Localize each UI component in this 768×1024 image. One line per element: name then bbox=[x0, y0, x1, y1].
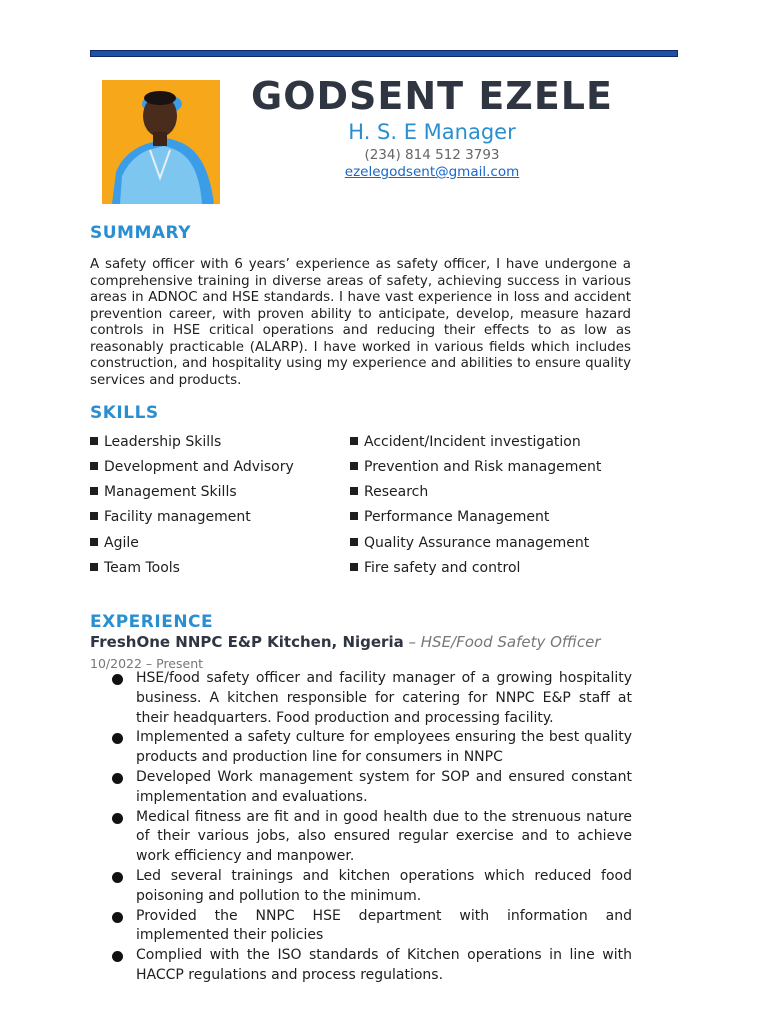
list-item: Complied with the ISO standards of Kitchen operations in line with HACCP regulations and process regulations. bbox=[110, 946, 632, 986]
skill-item: Research bbox=[350, 484, 428, 500]
job-role: HSE/Food Safety Officer bbox=[420, 633, 601, 651]
list-item: Implemented a safety culture for employees ensuring the best quality products and production line for consumers in NNPC bbox=[110, 728, 632, 768]
bullet-square-icon bbox=[350, 462, 358, 470]
bullet-square-icon bbox=[350, 512, 358, 520]
bullet-dot-icon bbox=[112, 813, 123, 824]
job-header bbox=[90, 633, 601, 651]
skill-item: Facility management bbox=[90, 509, 251, 525]
bullet-square-icon bbox=[90, 487, 98, 495]
job-separator: – bbox=[403, 633, 421, 651]
bullet-dot-icon bbox=[112, 773, 123, 784]
skills-heading: SKILLS bbox=[90, 403, 159, 423]
skill-item: Accident/Incident investigation bbox=[350, 434, 581, 450]
candidate-name: GODSENT EZELE bbox=[251, 74, 613, 118]
summary-heading: SUMMARY bbox=[90, 223, 192, 243]
skill-item: Agile bbox=[90, 535, 139, 551]
summary-text: A safety officer with 6 years’ experience as safety officer, I have undergone a comprehensive training in diverse areas of safety, achieving success in various areas in ADNOC and HSE standards. I have vast experience in loss and accident prevention career, with proven ability to anticipate, develop, measure hazard controls in HSE critical operations and reducing their effects to as low as reasonably practicable (ALARP). I have worked in various fields which includes construction, and hospitality using my experience and abilities to ensure quality services and products. bbox=[90, 257, 631, 388]
email-link[interactable]: ezelegodsent@gmail.com bbox=[344, 164, 520, 180]
skill-item: Fire safety and control bbox=[350, 560, 520, 576]
bullet-dot-icon bbox=[112, 733, 123, 744]
list-item: Developed Work management system for SOP and ensured constant implementation and evaluations. bbox=[110, 768, 632, 808]
bullet-square-icon bbox=[90, 462, 98, 470]
job-company: FreshOne NNPC E&P Kitchen, Nigeria bbox=[90, 633, 404, 651]
bullet-square-icon bbox=[350, 437, 358, 445]
candidate-title: H. S. E Manager bbox=[348, 120, 516, 144]
skill-item: Team Tools bbox=[90, 560, 180, 576]
bullet-square-icon bbox=[350, 563, 358, 571]
bullet-dot-icon bbox=[112, 951, 123, 962]
skill-item: Management Skills bbox=[90, 484, 237, 500]
list-item: Provided the NNPC HSE department with information and implemented their policies bbox=[110, 907, 632, 947]
experience-heading: EXPERIENCE bbox=[90, 612, 214, 632]
skill-item: Development and Advisory bbox=[90, 459, 294, 475]
job-bullets bbox=[110, 669, 632, 986]
bullet-dot-icon bbox=[112, 872, 123, 883]
skill-item: Performance Management bbox=[350, 509, 549, 525]
list-item: Led several trainings and kitchen operations which reduced food poisoning and pollution to the minimum. bbox=[110, 867, 632, 907]
list-item: HSE/food safety officer and facility manager of a growing hospitality business. A kitchen responsible for catering for NNPC E&P staff at their headquarters. Food production and processing facility. bbox=[110, 669, 632, 728]
bullet-square-icon bbox=[90, 563, 98, 571]
bullet-square-icon bbox=[90, 538, 98, 546]
bullet-dot-icon bbox=[112, 912, 123, 923]
job-dates: 10/2022 – Present bbox=[90, 656, 204, 671]
bullet-square-icon bbox=[90, 512, 98, 520]
skill-item: Quality Assurance management bbox=[350, 535, 589, 551]
bullet-square-icon bbox=[90, 437, 98, 445]
list-item: Medical fitness are fit and in good health due to the strenuous nature of their various jobs, also ensured regular exercise and to achieve work efficiency and manpower. bbox=[110, 808, 632, 867]
skill-item: Prevention and Risk management bbox=[350, 459, 601, 475]
phone-number: (234) 814 512 3793 bbox=[364, 147, 500, 163]
bullet-square-icon bbox=[350, 487, 358, 495]
bullet-dot-icon bbox=[112, 674, 123, 685]
skill-item: Leadership Skills bbox=[90, 434, 221, 450]
bullet-square-icon bbox=[350, 538, 358, 546]
profile-photo bbox=[102, 80, 220, 204]
header-rule bbox=[90, 50, 678, 57]
